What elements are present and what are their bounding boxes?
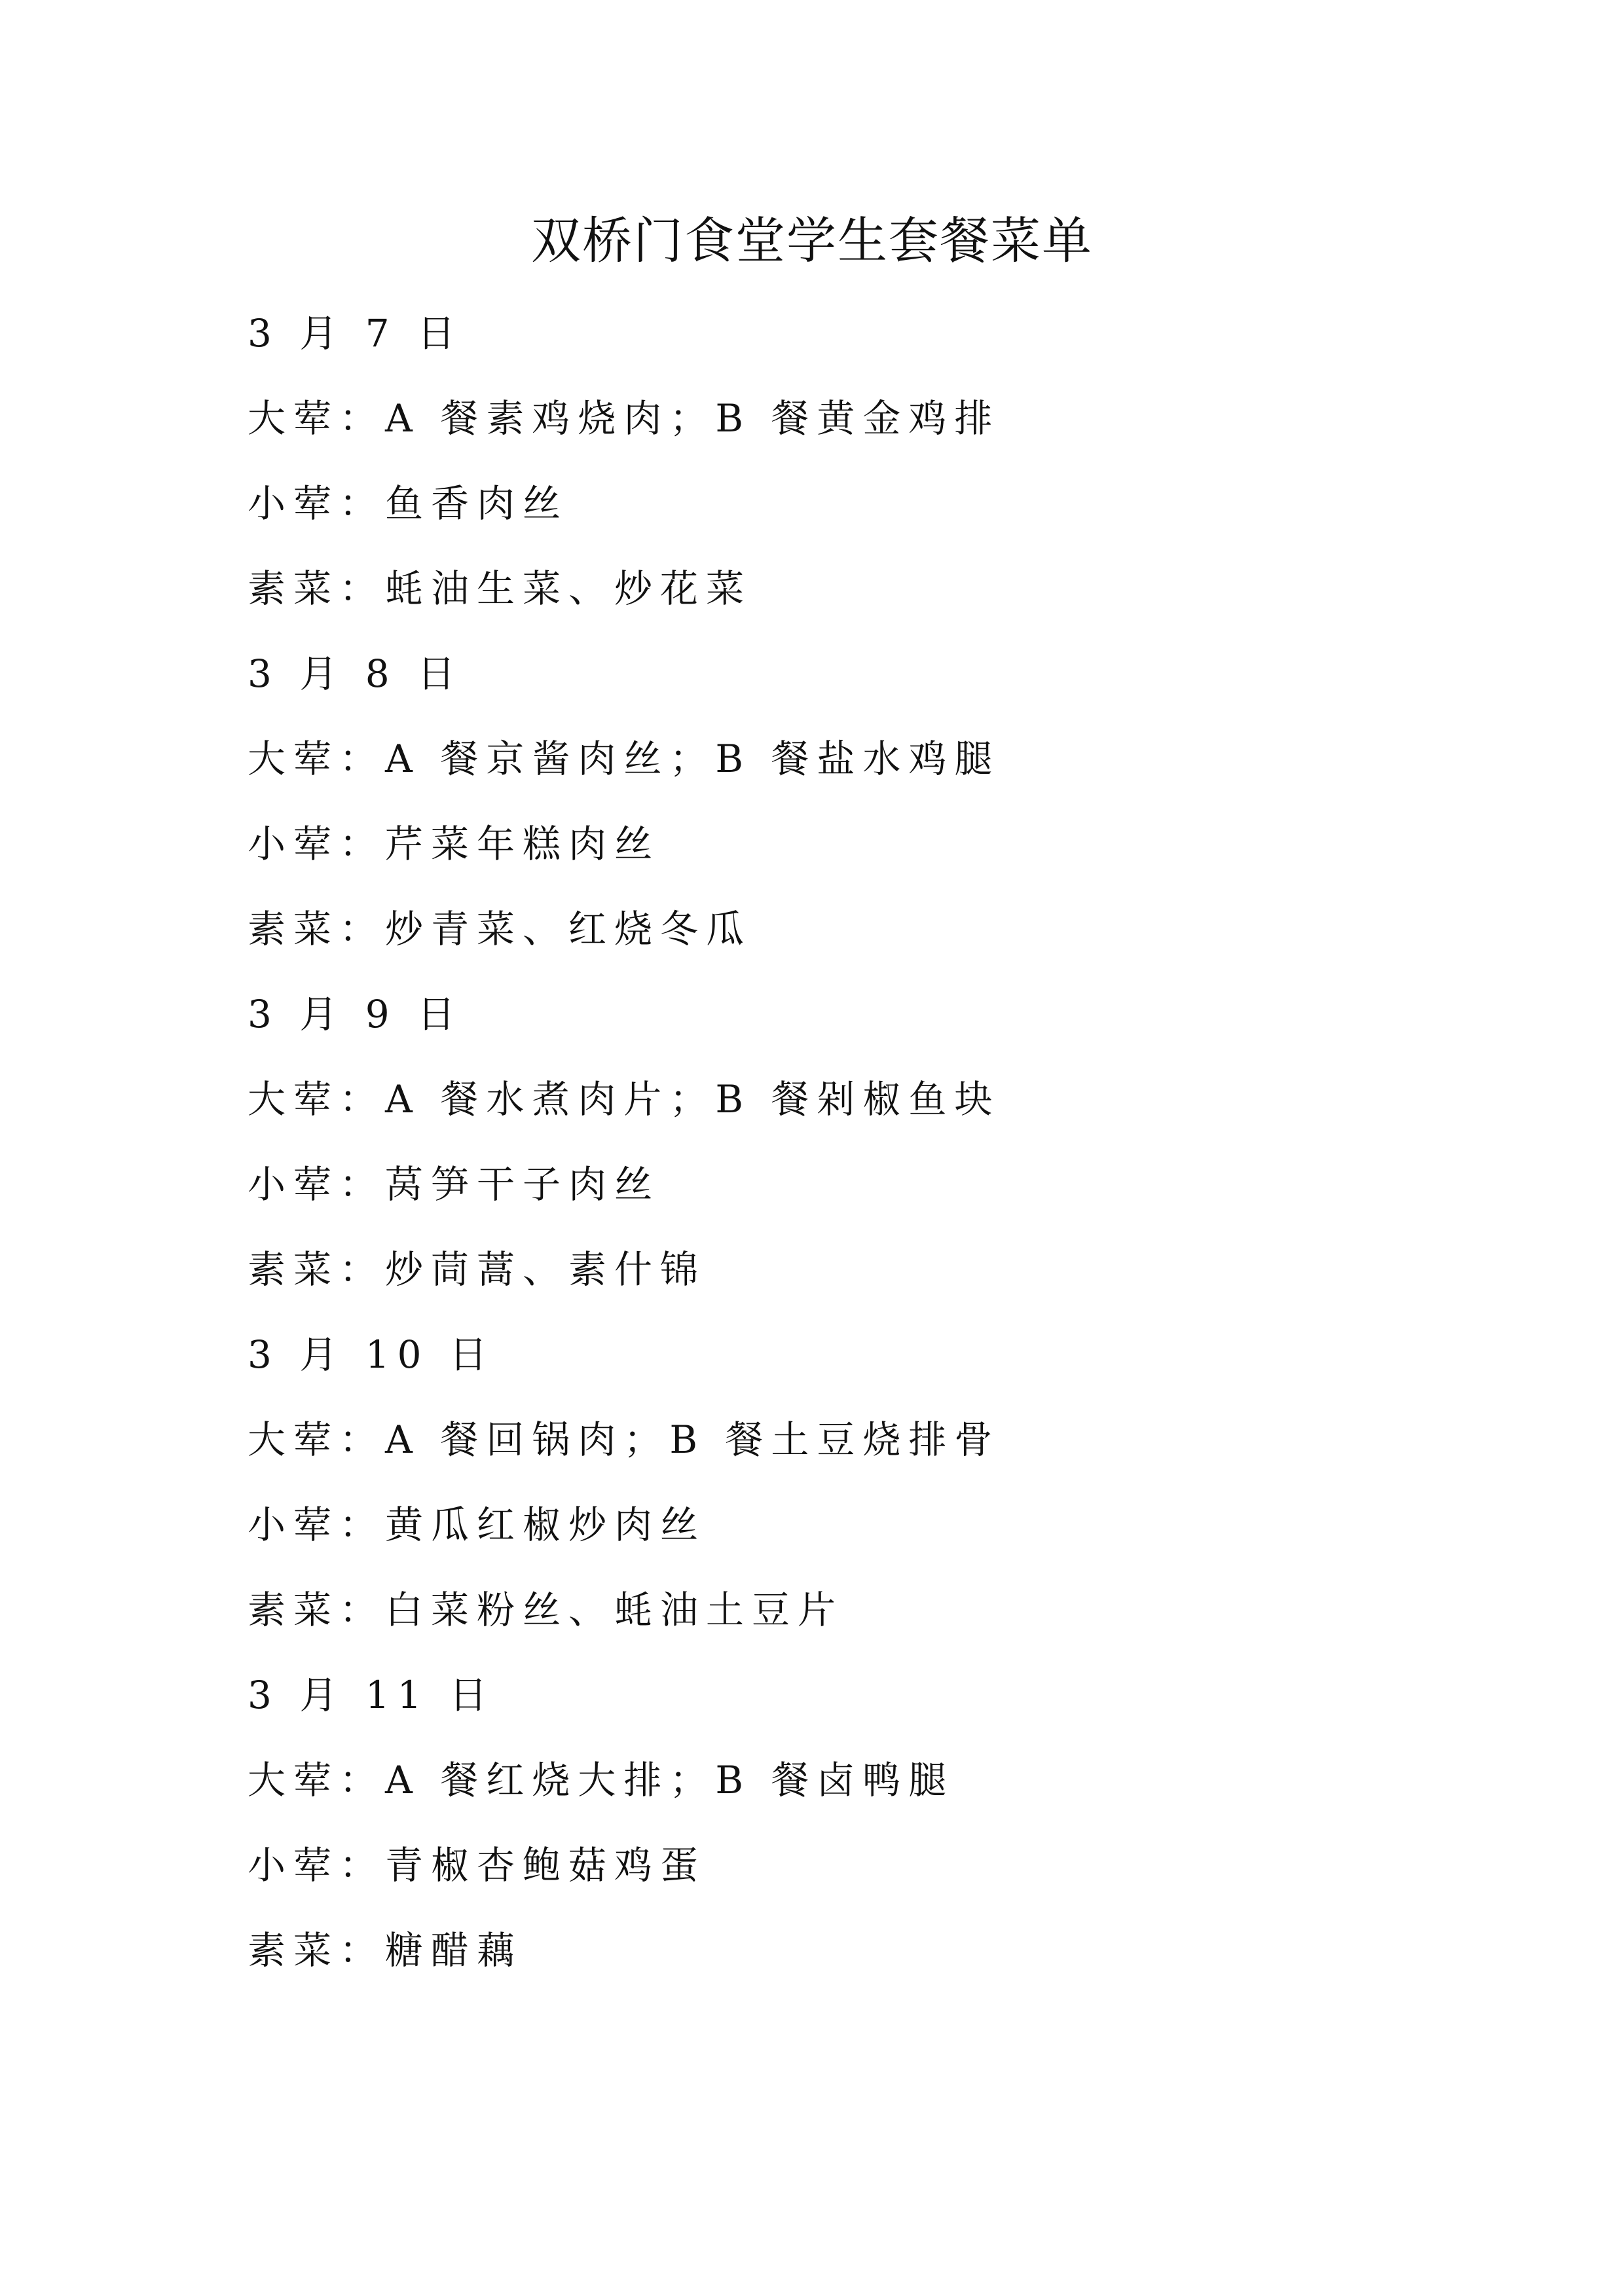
menu-date: 3 月 11 日 [248, 1673, 496, 1717]
menu-main-dish: 大荤：A 餐素鸡烧肉；B 餐黄金鸡排 [248, 396, 1001, 441]
menu-day [248, 631, 1492, 972]
menu-list [248, 291, 1492, 1993]
menu-vegetable-dish: 素菜：炒青菜、红烧冬瓜 [248, 907, 752, 951]
menu-side-dish: 小荤：黄瓜红椒炒肉丝 [248, 1503, 707, 1547]
menu-side-dish: 小荤：青椒杏鲍菇鸡蛋 [248, 1843, 707, 1887]
menu-day [248, 1652, 1492, 1993]
menu-vegetable-dish: 素菜：白菜粉丝、蚝油土豆片 [248, 1588, 844, 1632]
menu-vegetable-dish: 素菜：糖醋藕 [248, 1928, 523, 1973]
menu-day [248, 1312, 1492, 1652]
page-title: 双桥门食堂学生套餐菜单 [531, 211, 1093, 270]
menu-date: 3 月 9 日 [248, 992, 464, 1036]
menu-vegetable-dish: 素菜：蚝油生菜、炒花菜 [248, 566, 752, 611]
menu-main-dish: 大荤：A 餐回锅肉；B 餐土豆烧排骨 [248, 1417, 1001, 1462]
menu-date: 3 月 7 日 [248, 311, 464, 355]
menu-main-dish: 大荤：A 餐红烧大排；B 餐卤鸭腿 [248, 1758, 955, 1802]
menu-side-dish: 小荤：鱼香肉丝 [248, 481, 569, 526]
menu-vegetable-dish: 素菜：炒茼蒿、素什锦 [248, 1247, 707, 1292]
menu-date: 3 月 8 日 [248, 651, 464, 696]
menu-side-dish: 小荤：芹菜年糕肉丝 [248, 822, 661, 866]
menu-date: 3 月 10 日 [248, 1332, 496, 1377]
menu-main-dish: 大荤：A 餐京酱肉丝；B 餐盐水鸡腿 [248, 737, 1001, 781]
menu-main-dish: 大荤：A 餐水煮肉片；B 餐剁椒鱼块 [248, 1077, 1001, 1121]
menu-day [248, 972, 1492, 1312]
menu-day [248, 291, 1492, 631]
menu-side-dish: 小荤：莴笋干子肉丝 [248, 1162, 661, 1207]
